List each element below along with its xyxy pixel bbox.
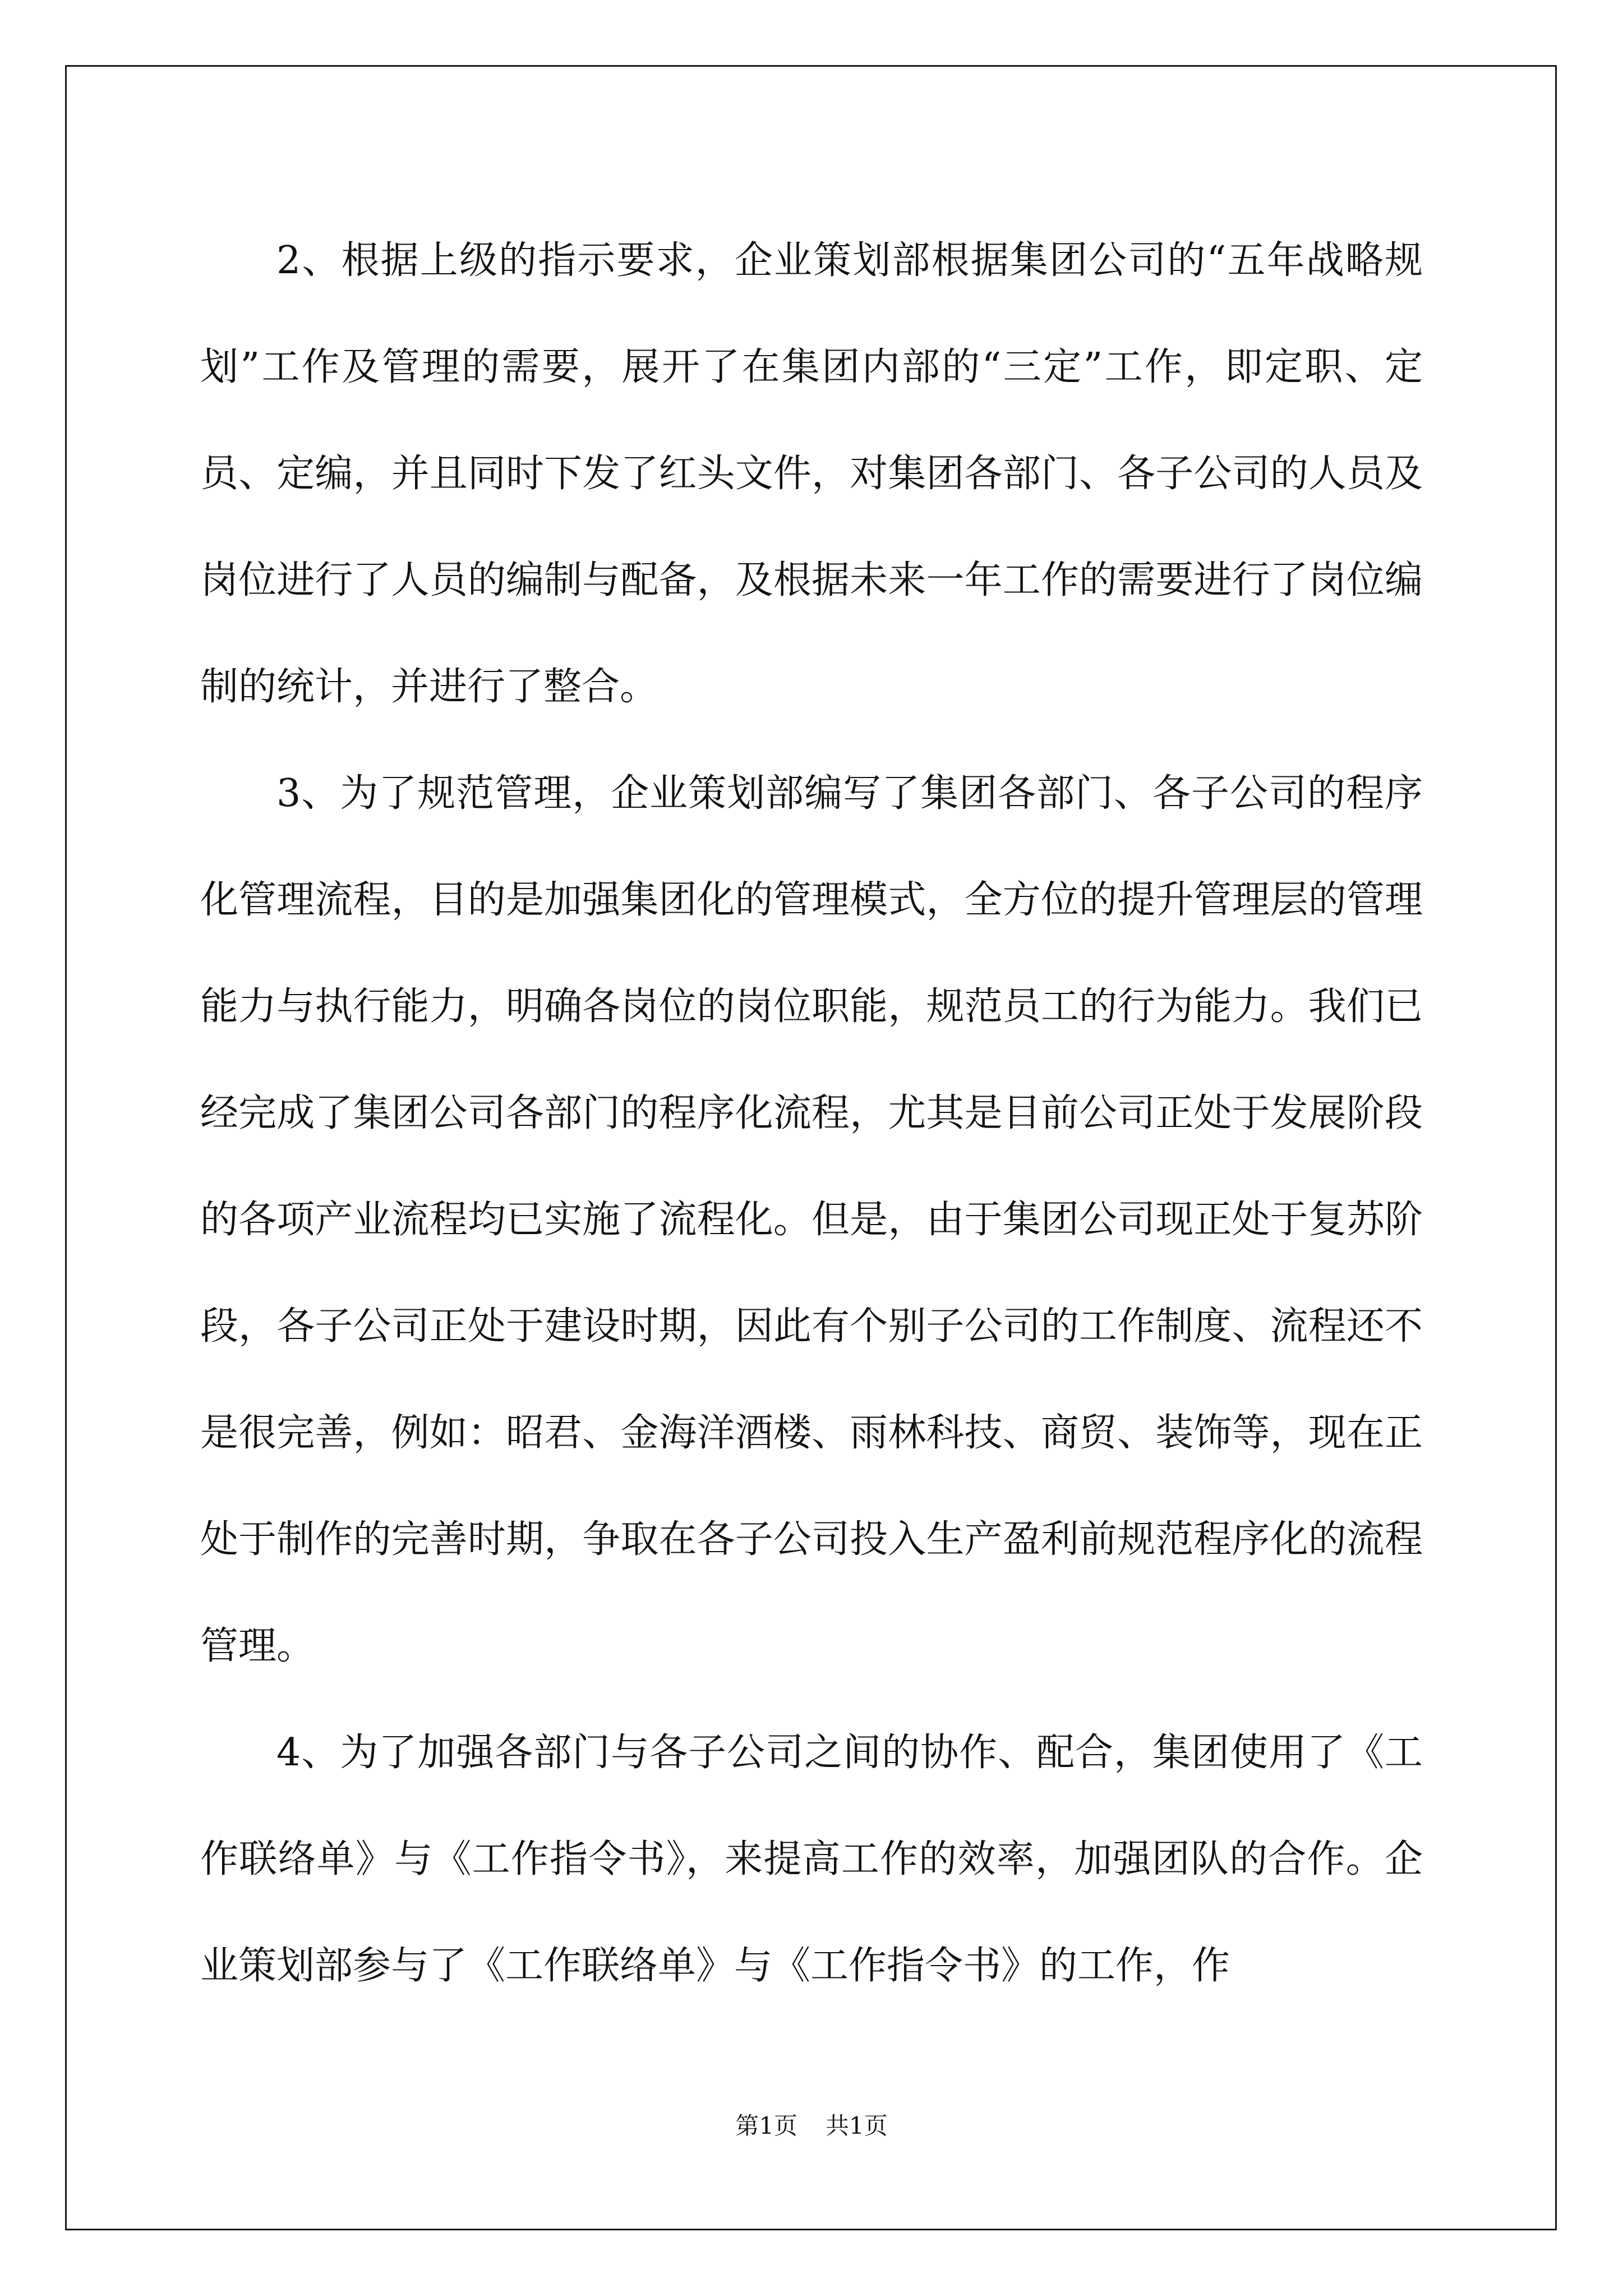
page-number-total: 共1页 bbox=[826, 2112, 888, 2139]
paragraph-4: 4、为了加强各部门与各子公司之间的协作、配合，集团使用了《工作联络单》与《工作指令书》，来提高工作的效率，加强团队的合作。企业策划部参与了《工作联络单》与《工作指令书》的工作，作 bbox=[200, 1731, 1423, 1988]
paragraph-3: 3、为了规范管理，企业策划部编写了集团各部门、各子公司的程序化管理流程，目的是加强集团化的管理模式，全方位的提升管理层的管理能力与执行能力，明确各岗位的岗位职能，规范员工的行为能力。我们已经完成了集团公司各部门的程序化流程，尤其是目前公司正处于发展阶段的各项产业流程均已实施了流程化。但是，由于集团公司现正处于复苏阶段，各子公司正处于建设时期，因此有个别子公司的工作制度、流程还不是很完善，例如：昭君、金海洋酒楼、雨林科技、商贸、装饰等，现在正处于制作的完善时期，争取在各子公司投入生产盈利前规范程序化的流程管理。 bbox=[200, 771, 1423, 1668]
page-footer bbox=[0, 2109, 1623, 2143]
document-body bbox=[200, 208, 1423, 2019]
page-number-current: 第1页 bbox=[735, 2112, 797, 2139]
paragraph-2: 2、根据上级的指示要求，企业策划部根据集团公司的“五年战略规划”工作及管理的需要，展开了在集团内部的“三定”工作，即定职、定员、定编，并且同时下发了红头文件，对集团各部门、各子公司的人员及岗位进行了人员的编制与配备，及根据未来一年工作的需要进行了岗位编制的统计，并进行了整合。 bbox=[200, 238, 1423, 709]
